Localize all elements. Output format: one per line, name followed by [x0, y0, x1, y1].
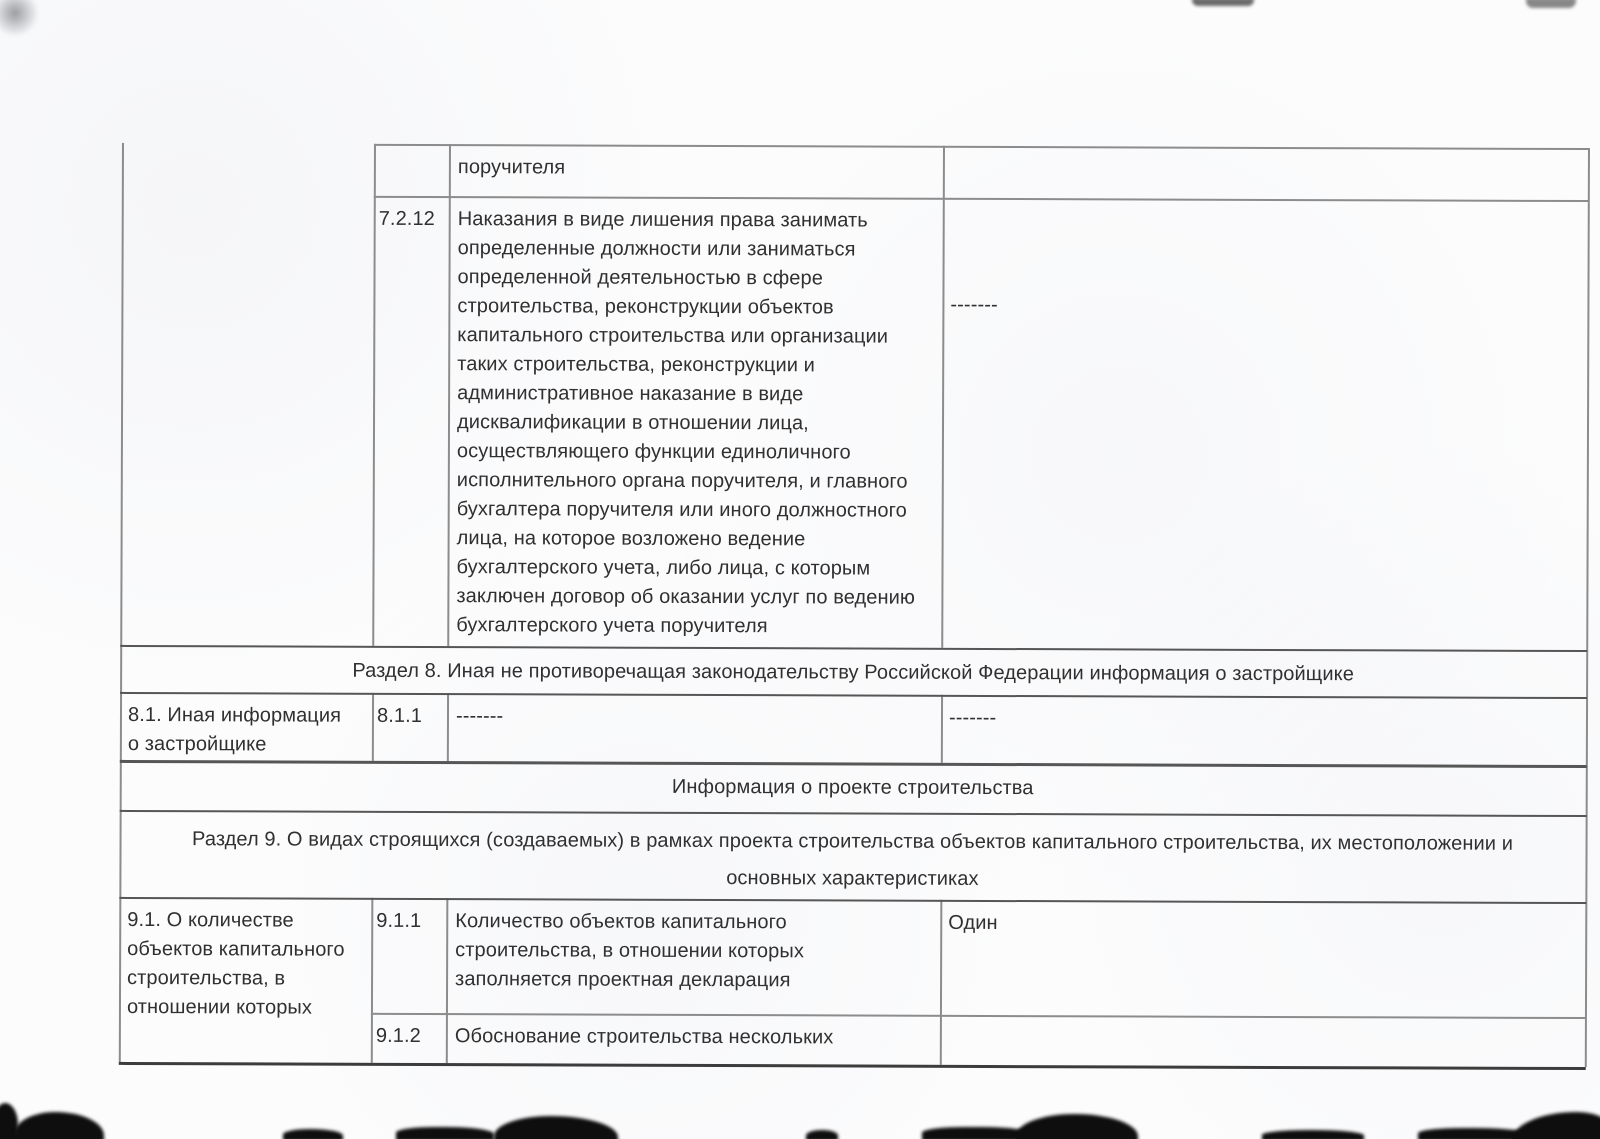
project-info-header: Информация о проекте строительства — [671, 775, 1034, 800]
table-border-line — [372, 693, 374, 761]
table-border-line — [374, 196, 1589, 202]
table-border-line — [447, 693, 449, 761]
section-9-header: Раздел 9. О видах строящихся (создаваемых) в рамках проекта строительства объектов капитального строительства, их местоположении и основных характеристиках — [192, 828, 1514, 890]
cell-number-9-1-2: 9.1.2 — [375, 1024, 421, 1047]
table-border-line — [120, 645, 1587, 652]
scan-smudge-top-center — [1192, 0, 1254, 6]
table-border-line — [120, 810, 1587, 817]
table-border-line — [446, 898, 448, 1063]
cell-number-7-2-12: 7.2.12 — [378, 207, 435, 231]
table-border-line — [940, 900, 942, 1065]
ink-artifact — [922, 1127, 1030, 1139]
table-border-line — [371, 898, 373, 1063]
cell-continuation-text: поручителя — [457, 156, 566, 179]
cell-text-8-1-1: ------- — [455, 705, 504, 728]
cell-value-7-2-12: ------- — [950, 293, 998, 316]
cell-value-8-1-1: ------- — [948, 706, 997, 729]
table-border-line — [372, 144, 375, 646]
ink-artifact — [806, 1130, 838, 1139]
cell-value-9-1-1: Один — [948, 911, 998, 934]
table-border-line — [120, 692, 1587, 699]
table-border-line — [119, 143, 124, 1062]
scan-smudge-top-left — [0, 0, 40, 36]
table-border-line — [120, 760, 1587, 768]
cell-text-7-2-12: Наказания в виде лишения права занимать определенные должности или заниматься определенной деятельностью в сфере строительства, реконструкции объектов капитального строительства или организации таких строительства, реконструкции и административное наказание в виде дисквалификации в отношении лица, осуществляющего функции единоличного исполнительного органа поручителя, и главного бухгалтера поручителя или иного должностного лица, на которое возложено ведение бухгалтерского учета, либо лица, с которым заключен договор об оказании услуг по ведению бухгалтерского учета поручителя — [456, 208, 916, 638]
table-border-line — [374, 144, 1589, 150]
table-border-line — [371, 1013, 1586, 1019]
ink-artifact — [283, 1129, 343, 1139]
table-border-line — [447, 144, 450, 646]
scan-smudge-top-right — [1526, 0, 1576, 8]
cell-text-9-1-2: Обоснование строительства нескольких — [454, 1025, 834, 1049]
section-8-header: Раздел 8. Иная не противоречащая законодательству Российской Федерации информация о застройщике — [352, 659, 1354, 686]
ink-artifact — [396, 1127, 494, 1139]
cell-number-8-1-1: 8.1.1 — [376, 704, 423, 727]
cell-text-9-1-1: Количество объектов капитального строительства, в отношении которых заполняется проектная декларация — [455, 910, 804, 992]
ink-artifact — [1262, 1130, 1364, 1139]
table-border-line — [941, 146, 944, 648]
table-border-line — [1585, 148, 1590, 1067]
cell-label-9-1: 9.1. О количестве объектов капитального строительства, в отношении которых — [126, 908, 345, 1019]
table-border-line — [941, 695, 943, 763]
cell-label-8-1: 8.1. Иная информация о застройщике — [127, 703, 342, 756]
cell-number-9-1-1: 9.1.1 — [376, 909, 422, 932]
table-border-line — [119, 1062, 1586, 1070]
